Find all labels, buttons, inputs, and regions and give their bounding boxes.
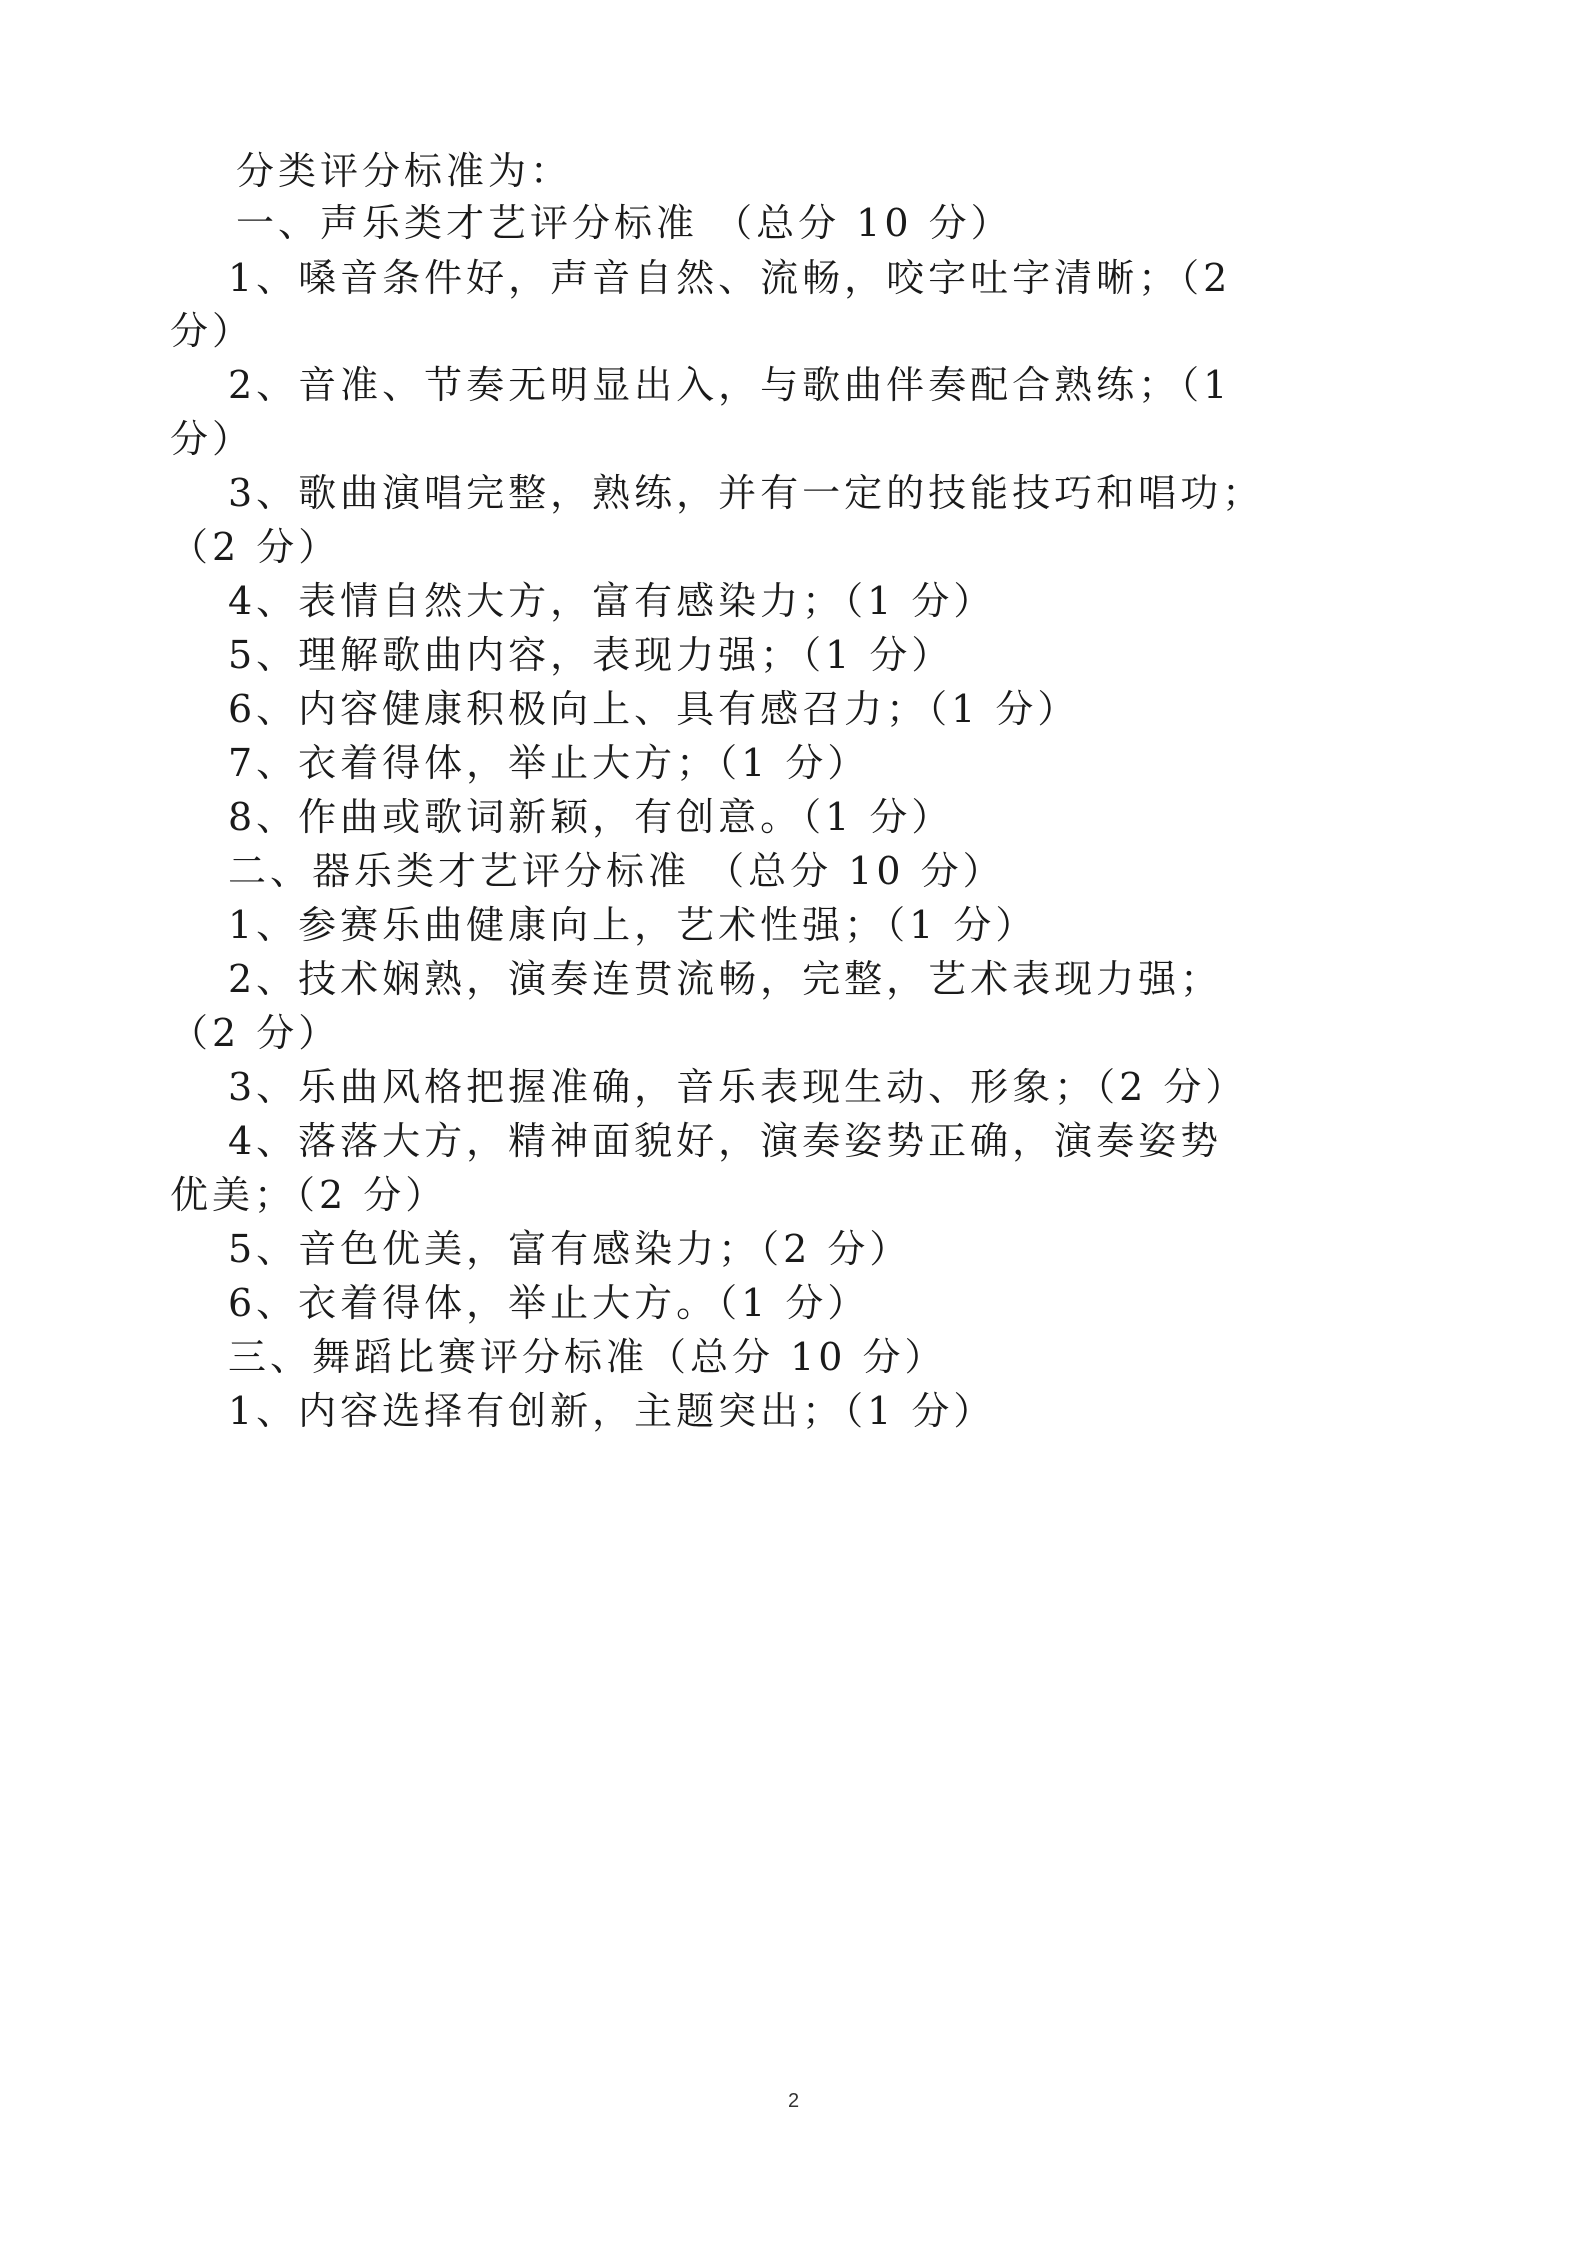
section1-item2-line1: 2、音准、节奏无明显出入，与歌曲伴奏配合熟练；（1 (228, 363, 1232, 407)
section2-item4-line1: 4、落落大方，精神面貌好，演奏姿势正确，演奏姿势 (228, 1119, 1223, 1163)
section2-heading: 二、器乐类才艺评分标准 （总分 10 分） (228, 849, 1005, 893)
section2-item2-line2: （2 分） (170, 1011, 341, 1055)
section2-item3: 3、乐曲风格把握准确，音乐表现生动、形象；（2 分） (228, 1065, 1248, 1109)
section2-item2-line1: 2、技术娴熟，演奏连贯流畅，完整，艺术表现力强； (228, 957, 1223, 1001)
section1-item8: 8、作曲或歌词新颖，有创意。（1 分） (228, 795, 954, 839)
section2-item1: 1、参赛乐曲健康向上，艺术性强；（1 分） (228, 903, 1038, 947)
section1-item1-line2: 分） (170, 309, 255, 353)
section2-item5: 5、音色优美，富有感染力；（2 分） (228, 1227, 912, 1271)
section1-item5: 5、理解歌曲内容，表现力强；（1 分） (228, 633, 954, 677)
page-number: 2 (787, 2090, 800, 2112)
section1-item3-line2: （2 分） (170, 525, 341, 569)
section2-item6: 6、衣着得体，举止大方。（1 分） (228, 1281, 870, 1325)
section1-item3-line1: 3、歌曲演唱完整，熟练，并有一定的技能技巧和唱功； (228, 471, 1265, 515)
section2-item4-line2: 优美；（2 分） (170, 1173, 448, 1217)
section1-item6: 6、内容健康积极向上、具有感召力；（1 分） (228, 687, 1080, 731)
section1-item4: 4、表情自然大方，富有感染力；（1 分） (228, 579, 996, 623)
section1-item1-line1: 1、嗓音条件好，声音自然、流畅，咬字吐字清晰；（2 (228, 256, 1232, 300)
section3-item1: 1、内容选择有创新，主题突出；（1 分） (228, 1389, 996, 1433)
section1-item7: 7、衣着得体，举止大方；（1 分） (228, 741, 870, 785)
section1-item2-line2: 分） (170, 417, 255, 461)
section3-heading: 三、舞蹈比赛评分标准（总分 10 分） (228, 1335, 947, 1379)
intro-line: 分类评分标准为： (236, 149, 573, 193)
section1-heading: 一、声乐类才艺评分标准 （总分 10 分） (236, 201, 1013, 245)
